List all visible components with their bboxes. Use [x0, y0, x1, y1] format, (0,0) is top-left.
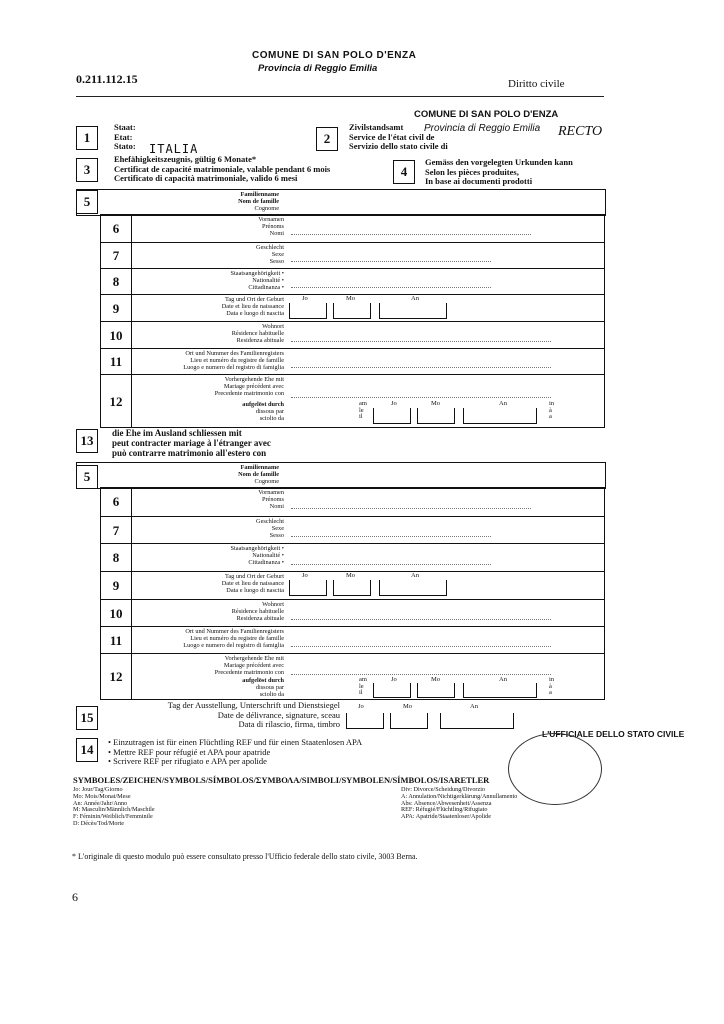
- person-1-birth-label: Tag und Ort der Geburt Date et lieu de naissance Data e luogo di nascita: [221, 296, 284, 317]
- person-2-birth-label: Tag und Ort der Geburt Date et lieu de naissance Data e luogo di nascita: [221, 573, 284, 594]
- person-1-surname-label: Familienname Nom de famille Cognome: [238, 191, 279, 212]
- person-2-register-row: [101, 626, 604, 654]
- box-3-labels: Ehefähigkeitszeugnis, gültig 6 Monate* Certificat de capacité matrimoniale, valable pendant 6 mois Certificato di capacità matrimoniale, valido 6 mesi: [114, 154, 331, 183]
- stamp-commune-subtitle: Provincia di Reggio Emilia: [424, 123, 541, 134]
- person-1-sex-field[interactable]: [291, 261, 491, 262]
- box-15-labels: Tag der Ausstellung, Unterschrift und Dienstsiegel Date de délivrance, signature, sceau Data di rilascio, firma, timbro: [167, 700, 340, 729]
- row-number: 9: [101, 295, 132, 322]
- person-1-residence-row: [101, 321, 604, 349]
- row-number: 7: [101, 243, 132, 269]
- box-2-labels: Zivilstandsamt Service de l'état civil de Servizio dello stato civile di: [349, 122, 448, 151]
- issue-year-box[interactable]: [440, 713, 514, 729]
- box-4-labels: Gemäss den vorgelegten Urkunden kann Selon les pièces produites, In base ai documenti prodotti: [425, 157, 573, 186]
- birth-day-box[interactable]: [289, 303, 327, 319]
- day-label: Jo: [302, 295, 308, 302]
- dissolved-month-box[interactable]: [417, 408, 455, 424]
- person-1-birth-row: [101, 294, 604, 322]
- person-2-sex-label: Geschlecht Sexe Sesso: [256, 518, 284, 539]
- person-1-nationality-row: [101, 268, 604, 295]
- issue-day-label: Jo: [358, 703, 364, 710]
- row-number: 11: [101, 627, 132, 654]
- dissolved-month-box[interactable]: [417, 683, 455, 698]
- dissolved-year-box[interactable]: [463, 408, 537, 424]
- person-1-nationality-label: Staatsangehörigkeit • Nationalité • Cittadinanza •: [230, 270, 284, 291]
- row-number: 8: [101, 269, 132, 295]
- person-1-residence-label: Wohnort Résidence habituelle Residenza abituale: [231, 323, 284, 344]
- symbols-title: SYMBOLES/ZEICHEN/SYMBOLS/SÍMBOLOS/ΣΥΜΒΟΛΑ/SIMBOLI/SYMBOLEN/SÍMBOLOS/ISARETLER: [73, 775, 490, 785]
- header-rule: [76, 96, 604, 97]
- person-2-residence-label: Wohnort Résidence habituelle Residenza abituale: [231, 601, 284, 622]
- dissolved-in-labels: in à a: [549, 676, 555, 696]
- person-2-first-names-field[interactable]: [291, 508, 531, 509]
- symbols-left: Jo: Jour/Tag/Giorno Mo: Mois/Monat/Mese An: Année/Jahr/Anno M: Masculin/Männlich/Maschile F: Féminin/Weiblich/Femminile D: Décès/Tod/Morte: [73, 786, 155, 827]
- person-1-first-names-row: [101, 215, 604, 242]
- row-number: 8: [101, 544, 132, 572]
- person-2-birth-row: [101, 571, 604, 600]
- birth-year-box[interactable]: [379, 303, 447, 319]
- person-2-residence-field[interactable]: [291, 619, 551, 620]
- month-label: Mo: [431, 400, 441, 407]
- person-1-previous-marriage-label: Vorhergehende Ehe mit Mariage précédent avec Precedente matrimonio con: [214, 376, 284, 397]
- box-1-labels: Staat: Etat: Stato:: [114, 122, 136, 151]
- dissolved-in-labels: in à a: [549, 400, 555, 420]
- month-label: Mo: [431, 676, 441, 683]
- row-number: 11: [101, 349, 132, 375]
- form-code: 0.211.112.15: [76, 72, 138, 86]
- person-2-dissolved-label: aufgelöst durch dissous par sciolto da: [242, 677, 284, 698]
- box-1-number: 1: [76, 126, 98, 150]
- person-2-nationality-field[interactable]: [291, 564, 491, 565]
- issue-year-label: An: [470, 703, 478, 710]
- person-1-register-label: Ort und Nummer des Familienregisters Lieu et numéro du registre de famille Luogo e numero del registro di famiglia: [183, 350, 284, 371]
- header-subtitle: Provincia di Reggio Emilia: [258, 63, 378, 74]
- header-title: COMUNE DI SAN POLO D'ENZA: [252, 50, 417, 61]
- person-1-surname-frame: [76, 189, 606, 216]
- person-1-sex-row: [101, 242, 604, 269]
- person-1-previous-marriage-row: [101, 374, 604, 428]
- person-1-dissolved-label: aufgelöst durch dissous par sciolto da: [242, 401, 284, 422]
- box-13-text: die Ehe im Ausland schliessen mit peut contracter mariage à l'étranger avec può contrarre matrimonio all'estero con: [112, 428, 271, 458]
- official-title: L'UFFICIALE DELLO STATO CIVILE: [542, 729, 685, 739]
- month-label: Mo: [346, 572, 356, 579]
- issue-day-box[interactable]: [346, 713, 384, 729]
- person-2-surname-frame: [76, 462, 606, 489]
- official-seal-stamp: [508, 733, 602, 805]
- stamp-commune-title: COMUNE DI SAN POLO D'ENZA: [414, 109, 559, 120]
- person-2-details: [100, 487, 605, 700]
- person-1-number: 5: [76, 190, 98, 214]
- row-number: 12: [101, 375, 132, 428]
- person-2-previous-marriage-row: [101, 653, 604, 700]
- year-label: An: [411, 295, 419, 302]
- box-4-number: 4: [393, 160, 415, 184]
- dissolved-day-box[interactable]: [373, 408, 411, 424]
- person-2-previous-marriage-label: Vorhergehende Ehe mit Mariage précédent avec Precedente matrimonio con: [214, 655, 284, 676]
- day-label: Jo: [302, 572, 308, 579]
- birth-day-box[interactable]: [289, 580, 327, 596]
- year-label: An: [499, 400, 507, 407]
- row-number: 12: [101, 654, 132, 700]
- person-1-previous-spouse-field[interactable]: [291, 397, 551, 398]
- person-1-register-field[interactable]: [291, 367, 551, 368]
- category-label: Diritto civile: [508, 78, 565, 90]
- issue-month-label: Mo: [403, 703, 413, 710]
- person-1-sex-label: Geschlecht Sexe Sesso: [256, 244, 284, 265]
- person-2-first-names-label: Vornamen Prénoms Nomi: [258, 489, 284, 510]
- day-label: Jo: [391, 400, 397, 407]
- person-2-register-label: Ort und Nummer des Familienregisters Lieu et numéro du registre de famille Luogo e numero del registro di famiglia: [183, 628, 284, 649]
- birth-month-box[interactable]: [333, 303, 371, 319]
- dissolved-day-box[interactable]: [373, 683, 411, 698]
- month-label: Mo: [346, 295, 356, 302]
- person-2-register-field[interactable]: [291, 646, 551, 647]
- dissolved-year-box[interactable]: [463, 683, 537, 698]
- box-2-number: 2: [316, 127, 338, 151]
- page-number: 6: [72, 890, 78, 904]
- row-number: 7: [101, 517, 132, 544]
- person-2-residence-row: [101, 599, 604, 627]
- symbols-right: Div: Divorce/Scheidung/Divorzio A: Annulation/Nichtigerklärung/Annullamento Abs: Absence/Abwesenheit/Assenza REF: Réfugié/Flüchtling/Rifugiato APA: Apatride/Staatenloser/Apolide: [401, 786, 518, 821]
- birth-year-box[interactable]: [379, 580, 447, 596]
- box-14-text: • Einzutragen ist für einen Flüchtling REF und für einen Staatenlosen APA • Mettre REF pour réfugié et APA pour apatride • Scrivere REF per rifugiato e APA per apolide: [108, 737, 363, 766]
- box-3-number: 3: [76, 158, 98, 182]
- person-2-previous-spouse-field[interactable]: [291, 674, 551, 675]
- person-1-register-row: [101, 348, 604, 375]
- year-label: An: [499, 676, 507, 683]
- person-2-number: 5: [76, 465, 98, 489]
- row-number: 9: [101, 572, 132, 600]
- person-1-residence-field[interactable]: [291, 341, 551, 342]
- dissolved-on-labels: am le il: [359, 676, 367, 696]
- person-2-sex-field[interactable]: [291, 536, 491, 537]
- person-2-surname-label: Familienname Nom de famille Cognome: [238, 464, 279, 485]
- state-value: ITALIA: [149, 142, 199, 156]
- person-1-first-names-field[interactable]: [291, 234, 531, 235]
- person-1-first-names-label: Vornamen Prénoms Nomi: [258, 216, 284, 237]
- person-2-nationality-label: Staatsangehörigkeit • Nationalité • Cittadinanza •: [230, 545, 284, 566]
- day-label: Jo: [391, 676, 397, 683]
- box-13-number: 13: [76, 429, 98, 453]
- dissolved-on-labels: am le il: [359, 400, 367, 420]
- row-number: 6: [101, 215, 132, 242]
- year-label: An: [411, 572, 419, 579]
- row-number: 6: [101, 488, 132, 516]
- box-14-number: 14: [76, 738, 98, 762]
- row-number: 10: [101, 600, 132, 627]
- person-1-details: [100, 214, 605, 428]
- person-1-nationality-field[interactable]: [291, 287, 491, 288]
- recto-label: RECTO: [558, 124, 603, 139]
- row-number: 10: [101, 322, 132, 349]
- footnote: * L'originale di questo modulo può essere consultato presso l'Ufficio federale dello stato civile, 3003 Berna.: [72, 852, 418, 861]
- issue-month-box[interactable]: [390, 713, 428, 729]
- box-15-number: 15: [76, 706, 98, 730]
- person-2-first-names-row: [101, 488, 604, 516]
- person-2-nationality-row: [101, 543, 604, 572]
- person-2-sex-row: [101, 516, 604, 544]
- birth-month-box[interactable]: [333, 580, 371, 596]
